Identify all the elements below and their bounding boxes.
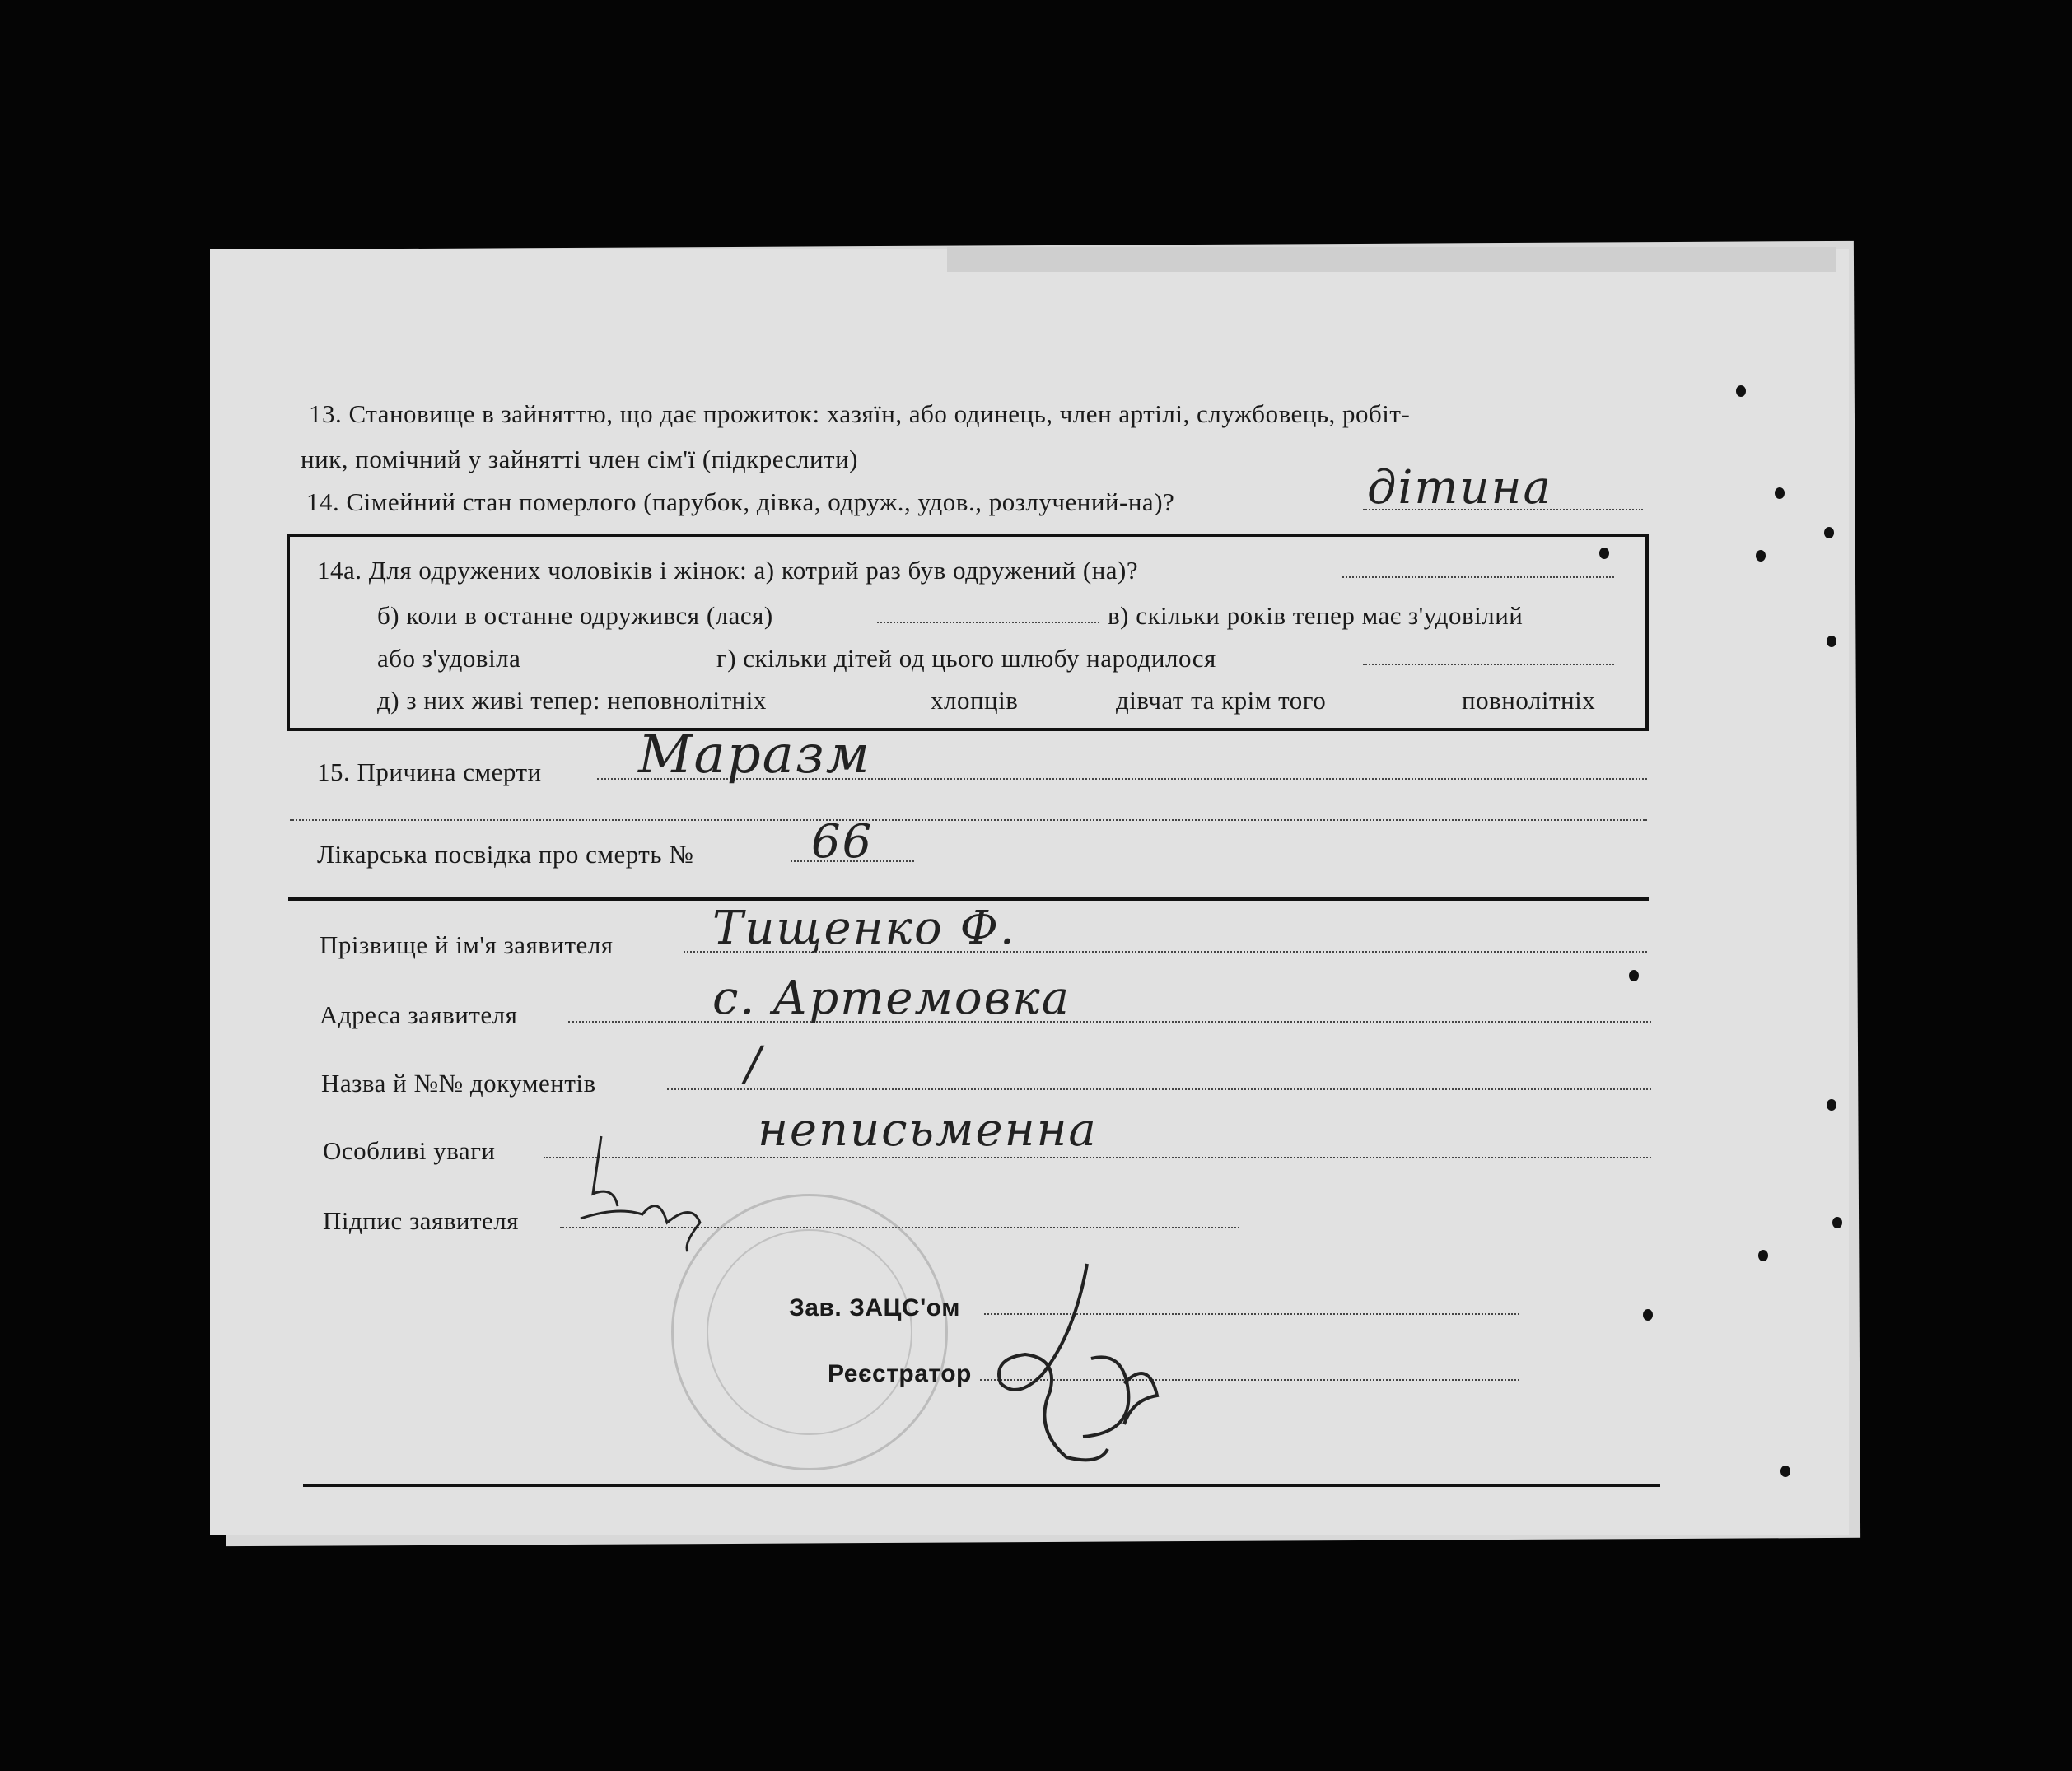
q14a-line1: 14а. Для одружених чоловіків і жінок: а) котрий раз був одружений (на)? xyxy=(317,556,1139,585)
q14a-line1-field xyxy=(1342,576,1614,578)
punch-hole xyxy=(1643,1309,1653,1321)
signature-label: Підпис заявителя xyxy=(323,1206,519,1235)
documents-label: Назва й №№ документів xyxy=(321,1069,596,1098)
punch-hole xyxy=(1756,550,1766,562)
punch-hole xyxy=(1827,636,1836,647)
q14-answer: дітина xyxy=(1367,461,1552,515)
q14a-line2b: в) скільки років тепер має з'удовілий xyxy=(1108,601,1524,630)
applicant-address-answer: с. Артемовка xyxy=(712,972,1071,1025)
notes-label: Особливі уваги xyxy=(323,1136,496,1165)
q14a-line3b: г) скільки дітей од цього шлюбу народилося xyxy=(716,644,1216,673)
punch-hole xyxy=(1780,1466,1790,1477)
q14a-line2a: б) коли в останне одружився (лася) xyxy=(377,601,773,630)
q13-line1: 13. Становище в зайняттю, що дає прожиток: хазяїн, або одинець, член артілі, службовець, робіт- xyxy=(309,399,1411,428)
punch-hole xyxy=(1629,970,1639,981)
sheet-edge xyxy=(947,247,1836,272)
q15-answer: Маразм xyxy=(638,725,871,785)
q14a-line2-field xyxy=(877,622,1099,623)
documents-line xyxy=(667,1088,1651,1090)
q14a-line4c: дівчат та крім того xyxy=(1116,686,1327,715)
medical-cert-label: Лікарська посвідка про смерть № xyxy=(317,840,694,869)
applicant-address-label: Адреса заявителя xyxy=(320,1000,518,1029)
applicant-name-answer: Тищенко Ф. xyxy=(712,902,1016,955)
q14a-line3-field2 xyxy=(1363,664,1614,665)
punch-hole xyxy=(1599,548,1609,559)
punch-hole xyxy=(1827,1099,1836,1111)
applicant-signature xyxy=(568,1128,716,1260)
applicant-name-label: Прізвище й ім'я заявителя xyxy=(320,930,614,959)
q15-label: 15. Причина смерти xyxy=(317,757,542,786)
q15-extra-line xyxy=(290,819,1647,821)
medical-cert-answer: 66 xyxy=(811,815,874,869)
q14a-line3a: або з'удовіла xyxy=(377,644,521,673)
punch-hole xyxy=(1824,527,1834,538)
bottom-rule xyxy=(303,1484,1660,1487)
punch-hole xyxy=(1736,385,1746,397)
section-divider xyxy=(288,897,1649,901)
registrar-signature xyxy=(984,1260,1174,1474)
q14a-line4d: повнолітніх xyxy=(1462,686,1596,715)
q13-line2: ник, помічний у зайнятті член сім'ї (підкреслити) xyxy=(301,445,858,473)
official-stamp xyxy=(671,1194,948,1470)
punch-hole xyxy=(1832,1217,1842,1228)
q14-label: 14. Сімейний стан померлого (парубок, дівка, одруж., удов., розлучений-на)? xyxy=(306,487,1175,516)
q14a-line4a: д) з них живі тепер: неповнолітніх xyxy=(377,686,767,715)
documents-answer: / xyxy=(745,1037,763,1091)
head-label: Зав. ЗАЦС'ом xyxy=(789,1294,960,1321)
notes-answer: неписьменна xyxy=(758,1103,1098,1157)
q14a-line4b: хлопців xyxy=(931,686,1019,715)
punch-hole xyxy=(1775,487,1785,499)
punch-hole xyxy=(1758,1250,1768,1261)
registrar-label: Реєстратор xyxy=(828,1360,972,1387)
